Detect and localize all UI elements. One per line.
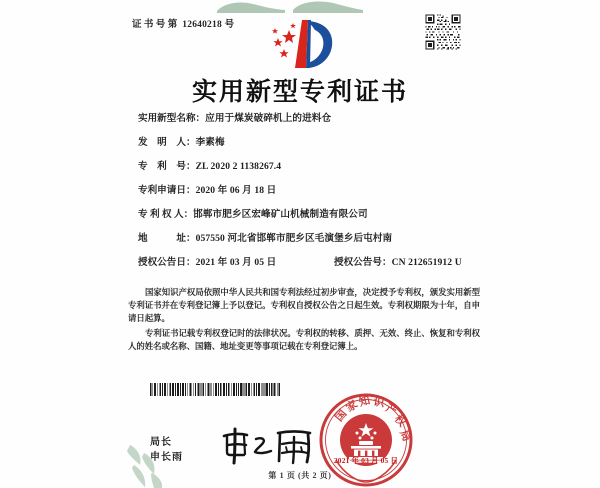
address-value: 057550 河北省邯郸市肥乡区毛演堡乡后屯村南 <box>195 233 393 245</box>
inventor-value: 李素梅 <box>195 137 225 149</box>
svg-text:识: 识 <box>372 396 386 410</box>
application-date-value: 2020 年 06 月 18 日 <box>195 185 277 197</box>
svg-text:局: 局 <box>397 428 413 444</box>
application-date-label: 专利申请日： <box>138 185 196 197</box>
verification-qr-code <box>424 13 462 51</box>
legal-paragraph-1: 国家知识产权局依照中华人民共和国专利法经过初步审查，决定授予专利权，颁发实用新型专利证书并在专利登记簿上予以登记。专利权自授权公告之日起生效。专利权期限为十年，自申请日起算。 <box>128 288 480 324</box>
certificate-barcode <box>150 383 280 396</box>
field-application-date <box>138 186 478 197</box>
field-patent-number <box>138 162 478 173</box>
page-title: 实用新型专利证书 <box>191 79 408 106</box>
utility-model-name-label: 实用新型名称： <box>138 113 206 124</box>
grant-date-value: 2021 年 03 月 05 日 <box>195 257 277 269</box>
green-leaf-decoration-icon <box>124 443 164 488</box>
grant-number-value: CN 212651912 U <box>391 257 462 269</box>
footer-page-number: 第 1 页 (共 2 页) <box>268 471 332 480</box>
field-inventor <box>138 138 478 149</box>
svg-text:国: 国 <box>333 407 350 424</box>
grant-number-label: 授权公告号： <box>334 257 392 269</box>
cnipa-logo <box>262 16 340 74</box>
director-handwritten-signature <box>216 425 316 467</box>
svg-text:权: 权 <box>391 412 409 430</box>
certificate-number-value: 12640218 <box>182 20 222 30</box>
svg-text:产: 产 <box>383 402 399 418</box>
legal-paragraph-2: 专利证书记载专利权登记时的法律状况。专利权的转移、质押、无效、终止、恢复和专利权人的姓名或名称、国籍、地址变更等事项记载在专利登记簿上。 <box>128 328 480 351</box>
seal-date: 2021 年 03 月 05 日 <box>333 456 399 465</box>
field-grant-number <box>334 258 462 269</box>
legal-body-text <box>128 286 480 354</box>
patentee-value: 邯郸市肥乡区宏峰矿山机械制造有限公司 <box>193 209 368 221</box>
address-label: 地 址： <box>138 233 196 245</box>
svg-text:家: 家 <box>344 398 360 415</box>
certificate-number-label: 证书号第 <box>132 20 180 30</box>
field-patentee <box>138 210 478 221</box>
field-address <box>138 234 478 245</box>
patent-number-label: 专 利 号： <box>138 161 196 173</box>
patentee-label: 专 利 权 人： <box>138 209 194 221</box>
top-green-decoration-icon <box>215 0 365 13</box>
director-name: 申长雨 <box>150 452 183 463</box>
certificate-number-suffix: 号 <box>224 20 235 30</box>
field-utility-model-name <box>138 114 478 125</box>
certificate-fields <box>138 114 478 282</box>
utility-model-name-value: 应用于煤炭破碎机上的进料仓 <box>205 113 332 124</box>
director-title: 局长 <box>150 437 172 448</box>
inventor-label: 发 明 人： <box>138 137 196 149</box>
grant-date-label: 授权公告日： <box>138 257 196 269</box>
certificate-number <box>132 16 234 30</box>
field-grant-row <box>138 258 478 269</box>
patent-number-value: ZL 2020 2 1138267.4 <box>195 161 282 173</box>
svg-text:知: 知 <box>357 394 372 409</box>
